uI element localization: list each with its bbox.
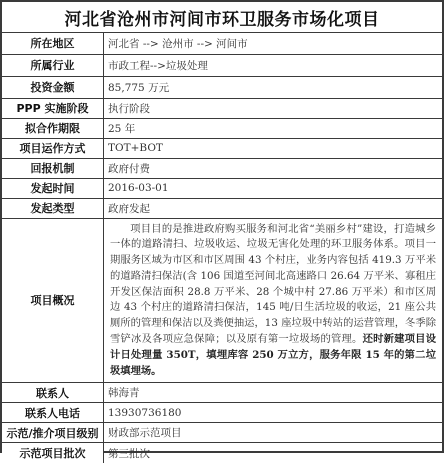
start-type-label: 发起类型 <box>2 198 104 218</box>
return-value: 政府付费 <box>104 158 443 178</box>
overview-text <box>104 218 443 383</box>
row-start-type <box>2 198 442 218</box>
demo-batch-value: 第三批次 <box>104 443 443 463</box>
row-term <box>2 118 442 138</box>
investment-label: 投资金额 <box>2 76 104 98</box>
contact-value: 韩海青 <box>104 383 443 403</box>
term-label: 拟合作期限 <box>2 118 104 138</box>
overview-text-main: 项目目的是推进政府购买服务和河北省“美丽乡村”建设，打造城乡一体的道路清扫、垃圾收运、垃圾无害化处理的环卫服务体系。项目一期服务区域为市区和市区周围 43 个村庄，业务内容包括 419.3 万平米的道路清扫保洁(含 106 国道至河间北高速路口 26.64 万平米、寡租庄开发区保洁面积 28.8 万平米、28 个城中村 27.86 万平米）和市区周边 43 个村庄的道路清扫保洁，145 吨/日生活垃圾的收运，21 座公共厕所的管理和保洁以及粪便抽运，13 座垃圾中转站的运营管理，冬季除雪铲冰及各项应急保障；以及原有第一垃圾场的管理。 <box>110 222 436 346</box>
row-return <box>2 158 442 178</box>
row-contact <box>2 383 442 403</box>
contact-label: 联系人 <box>2 383 104 403</box>
demo-level-value: 财政部示范项目 <box>104 423 443 443</box>
row-demo-level <box>2 423 442 443</box>
row-investment <box>2 76 442 98</box>
region-label: 所在地区 <box>2 33 104 54</box>
region-value: 河北省 --> 沧州市 --> 河间市 <box>104 33 443 54</box>
demo-batch-label: 示范项目批次 <box>2 443 104 463</box>
row-phone <box>2 403 442 423</box>
row-region <box>2 33 442 54</box>
ppp-stage-value: 执行阶段 <box>104 98 443 118</box>
investment-value: 85,775 万元 <box>104 76 443 98</box>
start-time-value: 2016-03-01 <box>104 178 443 198</box>
row-ppp-stage <box>2 98 442 118</box>
demo-level-label: 示范/推介项目级别 <box>2 423 104 443</box>
overview-label: 项目概况 <box>2 218 104 383</box>
term-value: 25 年 <box>104 118 443 138</box>
overview-text-highlight: 还时新建项目设计日处理量 350T，填埋库容 250 万立方，服务年限 15 年的第二垃圾填埋场。 <box>110 333 436 377</box>
phone-value: 13930736180 <box>104 403 443 423</box>
phone-label: 联系人电话 <box>2 403 104 423</box>
row-start-time <box>2 178 442 198</box>
row-industry <box>2 54 442 76</box>
industry-label: 所属行业 <box>2 54 104 76</box>
start-time-label: 发起时间 <box>2 178 104 198</box>
ppp-stage-label: PPP 实施阶段 <box>2 98 104 118</box>
row-operation <box>2 138 442 158</box>
start-type-value: 政府发起 <box>104 198 443 218</box>
operation-value: TOT+BOT <box>104 138 443 158</box>
industry-value: 市政工程-->垃圾处理 <box>104 54 443 76</box>
return-label: 回报机制 <box>2 158 104 178</box>
page-title: 河北省沧州市河间市环卫服务市场化项目 <box>2 2 442 33</box>
project-info-table <box>2 33 442 463</box>
operation-label: 项目运作方式 <box>2 138 104 158</box>
row-overview <box>2 218 442 383</box>
